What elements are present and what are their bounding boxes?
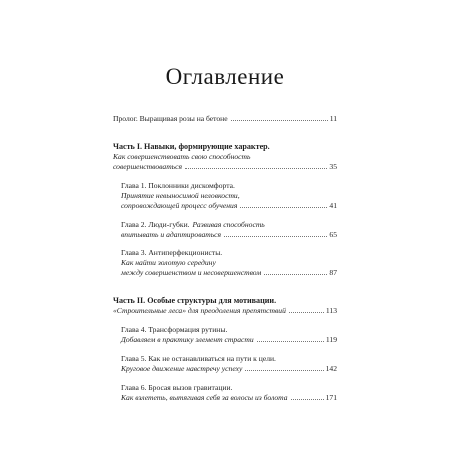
dot-leader [231,120,328,121]
chapter-heading: Глава 5. Как не останавливаться на пути к цели. [121,354,276,363]
dot-leader [257,341,324,342]
dot-leader [245,370,323,371]
chapter-heading: Глава 3. Антиперфекционисты. [121,248,223,257]
page-number: 171 [325,393,337,402]
part-heading: Часть I. Навыки, формирующие характер. [113,142,270,151]
chapter-subtitle: сопровождающей процесс обучения [121,201,238,210]
part-subtitle: Как совершенствовать свою способность [113,152,251,161]
dot-leader [224,236,327,237]
page-number: 35 [329,162,337,171]
page-number: 41 [329,201,337,210]
part-heading: Часть II. Особые структуры для мотивации. [113,296,277,305]
part-subtitle: «Строительные леса» для преодоления препятствий [113,306,286,315]
dot-leader [185,168,327,169]
chapter-subtitle: Принятие невыносимой неловкости, [121,191,240,200]
dot-leader [240,207,327,208]
toc-entry-label: Пролог. Выращивая розы на бетоне [113,114,228,123]
chapter-subtitle: впитывать и адаптироваться [121,230,222,239]
chapter-subtitle: Круговое движение навстречу успеху [121,364,243,373]
toc-chapter-4[interactable] [113,325,337,345]
dot-leader [291,399,324,400]
chapter-heading: Глава 6. Бросая вызов гравитации. [121,383,233,392]
page-number: 87 [329,268,337,277]
toc-chapter-2[interactable] [113,220,337,240]
chapter-subtitle: Добавляем в практику элемент страсти [121,335,254,344]
dot-leader [289,312,324,313]
dot-leader [264,274,327,275]
toc-part-1[interactable] [113,142,337,172]
chapter-subtitle: Как взлететь, вытягивая себя за волосы из болота [121,393,288,402]
page-number: 119 [325,335,337,344]
page-number: 11 [329,114,337,123]
page-number: 65 [329,230,337,239]
page-title: Оглавление [165,64,285,89]
chapter-heading: Глава 2. Люди-губки. [121,220,190,229]
toc-chapter-5[interactable] [113,354,337,374]
toc-chapter-1[interactable] [113,181,337,211]
page-number: 113 [325,306,337,315]
chapter-heading: Глава 4. Трансформация рутины. [121,325,228,334]
chapter-subtitle: Развивая способность [192,220,265,229]
chapter-subtitle: между совершенством и несовершенством [121,268,262,277]
chapter-heading: Глава 1. Поклонники дискомфорта. [121,181,235,190]
toc-chapter-3[interactable] [113,248,337,278]
toc-chapter-6[interactable] [113,383,337,403]
page-number: 142 [325,364,337,373]
toc-entry-prologue[interactable] [113,114,337,124]
toc-part-2[interactable] [113,296,337,316]
part-subtitle: совершенствоваться [113,162,183,171]
chapter-subtitle: Как найти золотую середину [121,258,216,267]
